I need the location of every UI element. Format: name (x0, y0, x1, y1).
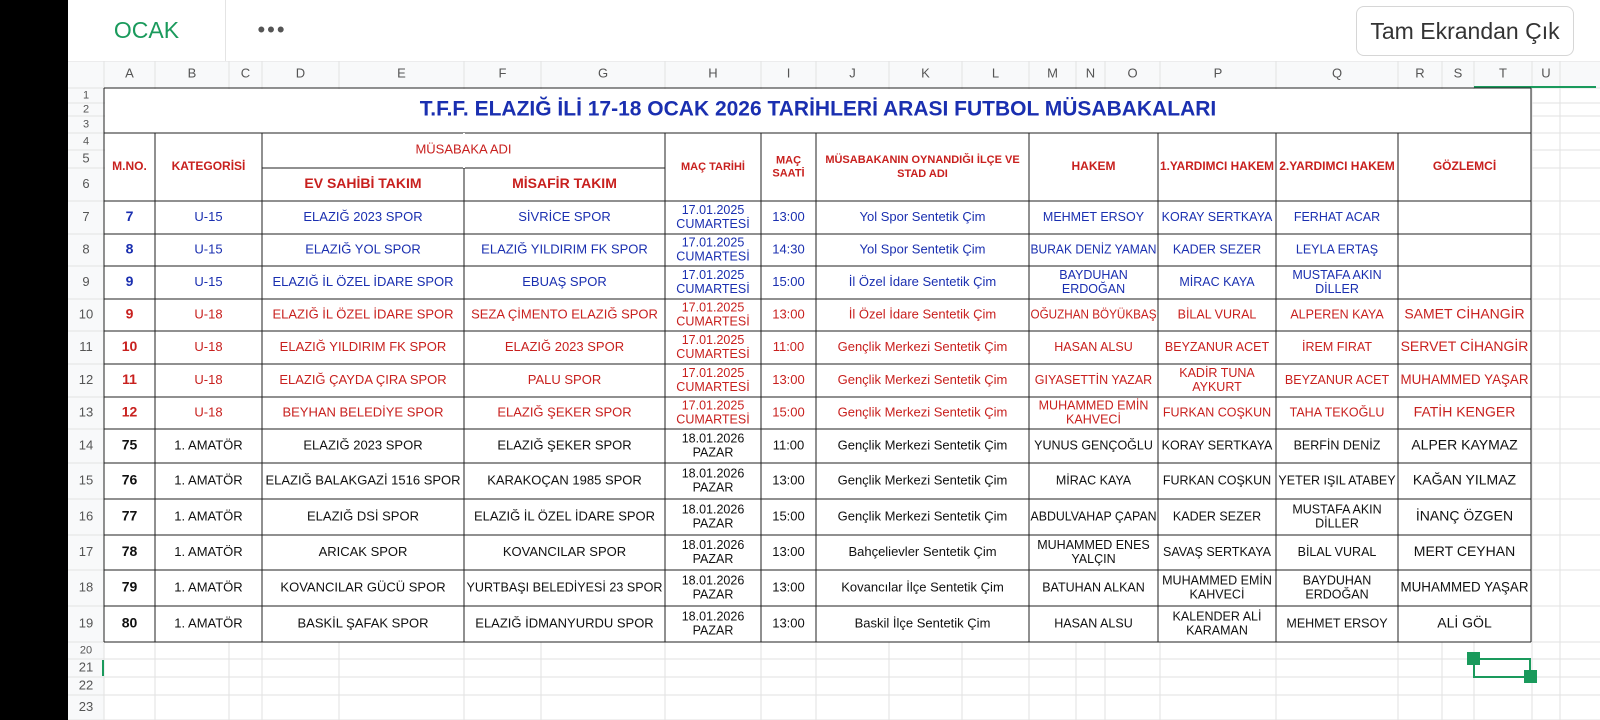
referee: OĞUZHAN BÖYÜKBAŞ (1030, 307, 1166, 322)
away-team: EBUAŞ SPOR (522, 273, 607, 289)
match-date-line: 17.01.2025 (681, 332, 745, 347)
column-header-i[interactable]: I (786, 65, 791, 81)
referee: ABDULVAHAP ÇAPAN (1030, 509, 1157, 524)
row-header-1[interactable]: 1 (82, 89, 90, 102)
column-header-r[interactable]: R (1415, 65, 1425, 81)
match-number: 77 (121, 507, 138, 524)
column-header-g[interactable]: G (597, 65, 609, 81)
referee: GIYASETTİN YAZAR (1034, 372, 1153, 387)
match-venue: Gençlik Merkezi Sentetik Çim (837, 371, 1008, 387)
match-date-line: CUMARTESİ (676, 346, 750, 361)
away-team: ELAZIĞ ŞEKER SPOR (497, 437, 632, 453)
match-venue: Yol Spor Sentetik Çim (859, 208, 986, 224)
row-header-9[interactable]: 9 (82, 273, 90, 289)
header-yardimci-1: 1.YARDIMCI HAKEM (1160, 159, 1274, 174)
row-header-11[interactable]: 11 (79, 338, 93, 354)
match-venue: Gençlik Merkezi Sentetik Çim (837, 472, 1008, 488)
match-number: 7 (125, 208, 134, 225)
match-category: U-18 (194, 306, 223, 322)
row-header-21[interactable]: 21 (78, 659, 94, 675)
away-team: PALU SPOR (527, 371, 602, 387)
match-date-line: 17.01.2025 (681, 202, 745, 217)
match-time: 15:00 (772, 508, 805, 524)
match-category: U-18 (194, 371, 223, 387)
match-time: 13:00 (772, 615, 805, 631)
match-date-line: PAZAR (692, 445, 734, 460)
header-mac-saati-line: MAÇ (775, 154, 802, 167)
away-team: SEZA ÇİMENTO ELAZIĞ SPOR (471, 306, 658, 322)
row-header-13[interactable]: 13 (78, 404, 94, 420)
match-venue: Gençlik Merkezi Sentetik Çim (837, 338, 1008, 354)
assistant-referee-1: KADER SEZER (1172, 242, 1262, 257)
assistant-referee-2-line: BAYDUHAN (1302, 573, 1372, 588)
observer: MUHAMMED YAŞAR (1400, 371, 1529, 388)
assistant-referee-1-line: KADİR TUNA (1179, 365, 1255, 380)
header-gozlemci: GÖZLEMCİ (1432, 159, 1497, 174)
referee: HASAN ALSU (1054, 616, 1133, 631)
home-team: ELAZIĞ YILDIRIM FK SPOR (279, 338, 447, 354)
column-header-n[interactable]: N (1085, 65, 1096, 81)
row-header-2[interactable]: 2 (82, 103, 90, 116)
assistant-referee-2: BEYZANUR ACET (1284, 372, 1390, 387)
referee: MEHMET ERSOY (1042, 209, 1145, 224)
row-header-23[interactable]: 23 (78, 698, 94, 714)
match-date-line: PAZAR (692, 480, 734, 495)
column-header-t[interactable]: T (1499, 65, 1507, 81)
sheet-grid[interactable] (68, 61, 1600, 720)
match-venue: Gençlik Merkezi Sentetik Çim (837, 437, 1008, 453)
match-venue: İl Özel İdare Sentetik Çim (848, 306, 997, 322)
match-date-line: PAZAR (692, 516, 734, 531)
assistant-referee-2-line: MUSTAFA AKIN (1292, 502, 1382, 517)
assistant-referee-1: KADER SEZER (1172, 509, 1262, 524)
match-category: U-15 (194, 241, 223, 257)
home-team: ELAZIĞ İL ÖZEL İDARE SPOR (272, 306, 454, 322)
assistant-referee-2: YETER IŞIL ATABEY (1278, 473, 1396, 488)
match-number: 9 (125, 305, 134, 322)
more-options-icon[interactable]: ••• (257, 17, 287, 42)
away-team: KOVANCILAR SPOR (502, 543, 627, 559)
assistant-referee-2: İREM FIRAT (1302, 339, 1372, 354)
table-title: T.F.F. ELAZIĞ İLİ 17-18 OCAK 2026 TARİHLERİ ARASI FUTBOL MÜSABAKALARI (419, 97, 1217, 121)
top-bar (68, 0, 1600, 61)
match-venue: Yol Spor Sentetik Çim (859, 241, 986, 257)
assistant-referee-2-line: ERDOĞAN (1305, 587, 1369, 602)
active-row-marker (102, 660, 104, 676)
match-category: 1. AMATÖR (174, 579, 243, 595)
row-header-19[interactable]: 19 (78, 615, 94, 631)
column-header-s[interactable]: S (1453, 65, 1463, 81)
assistant-referee-2: LEYLA ERTAŞ (1295, 242, 1379, 257)
column-header-l[interactable]: L (991, 65, 1000, 81)
header-misafir: MİSAFİR TAKIM (512, 175, 617, 192)
match-number: 12 (121, 403, 138, 420)
row-header-15[interactable]: 15 (78, 472, 94, 488)
row-header-4[interactable]: 4 (82, 135, 90, 148)
column-header-e[interactable]: E (397, 65, 406, 81)
away-team: SİVRİCE SPOR (518, 208, 611, 224)
row-header-6[interactable]: 6 (82, 175, 90, 191)
assistant-referee-1-line: KALENDER ALİ (1172, 609, 1262, 624)
column-header-f[interactable]: F (498, 65, 507, 81)
match-number: 9 (125, 273, 134, 290)
away-team: ELAZIĞ İL ÖZEL İDARE SPOR (473, 508, 656, 524)
match-time: 15:00 (772, 404, 805, 420)
row-header-14[interactable]: 14 (78, 437, 94, 453)
assistant-referee-1: FURKAN COŞKUN (1162, 473, 1272, 488)
column-header-b[interactable]: B (187, 65, 197, 81)
match-venue: Gençlik Merkezi Sentetik Çim (837, 508, 1008, 524)
header-stad-line: MÜSABAKANIN OYNANDIĞI İLÇE VE (825, 153, 1020, 166)
column-header-o[interactable]: O (1127, 65, 1138, 81)
assistant-referee-1: KORAY SERTKAYA (1161, 209, 1273, 224)
match-date-line: 18.01.2026 (681, 573, 745, 588)
column-header-p[interactable]: P (1213, 65, 1223, 81)
match-date-line: CUMARTESİ (676, 412, 750, 427)
column-header-k[interactable]: K (921, 65, 930, 81)
header-kategori: KATEGORİSİ (171, 159, 246, 174)
home-team: ARICAK SPOR (318, 543, 408, 559)
match-number: 78 (121, 543, 138, 560)
row-header-3[interactable]: 3 (82, 118, 90, 131)
home-team: BASKİL ŞAFAK SPOR (297, 615, 429, 631)
match-time: 13:00 (772, 371, 805, 387)
observer: KAĞAN YILMAZ (1412, 471, 1517, 488)
match-venue: Baskil İlçe Sentetik Çim (854, 615, 991, 631)
selection-box (1474, 659, 1530, 677)
home-team: ELAZIĞ BALAKGAZİ 1516 SPOR (265, 472, 461, 488)
observer: MUHAMMED YAŞAR (1400, 578, 1529, 595)
match-date-line: 18.01.2026 (681, 537, 745, 552)
assistant-referee-2: TAHA TEKOĞLU (1289, 405, 1385, 420)
assistant-referee-1: SAVAŞ SERTKAYA (1163, 544, 1271, 559)
match-time: 13:00 (772, 208, 805, 224)
assistant-referee-1: BİLAL VURAL (1177, 307, 1257, 322)
match-venue: Bahçelievler Sentetik Çim (848, 543, 997, 559)
match-date-line: 17.01.2025 (681, 365, 745, 380)
match-number: 79 (121, 578, 138, 595)
header-stad-line: STAD ADI (897, 167, 948, 180)
referee-line: YALÇIN (1071, 551, 1116, 566)
match-date-line: 18.01.2026 (681, 502, 745, 517)
match-category: U-15 (194, 208, 223, 224)
match-number: 75 (121, 436, 138, 453)
header-musabaka-adi: MÜSABAKA ADI (415, 141, 512, 157)
referee-line: BAYDUHAN (1059, 267, 1128, 282)
selection-handle-top[interactable] (1467, 652, 1480, 665)
observer: ALPER KAYMAZ (1411, 436, 1518, 453)
column-header-j[interactable]: J (849, 65, 856, 81)
assistant-referee-2: MEHMET ERSOY (1286, 616, 1388, 631)
away-team: ELAZIĞ 2023 SPOR (504, 338, 625, 354)
referee: HASAN ALSU (1054, 339, 1133, 354)
observer: FATİH KENGER (1413, 403, 1516, 420)
match-number: 8 (125, 240, 134, 257)
assistant-referee-1-line: KARAMAN (1186, 623, 1248, 638)
match-category: 1. AMATÖR (174, 472, 243, 488)
match-category: U-15 (194, 273, 223, 289)
observer: MERT CEYHAN (1413, 543, 1516, 560)
away-team: ELAZIĞ İDMANYURDU SPOR (475, 615, 654, 631)
match-date-line: 18.01.2026 (681, 431, 745, 446)
away-team: ELAZIĞ YILDIRIM FK SPOR (481, 241, 648, 257)
referee: MİRAC KAYA (1055, 473, 1132, 488)
exit-fullscreen-button[interactable]: Tam Ekrandan Çık (1356, 6, 1574, 56)
match-time: 11:00 (772, 338, 805, 354)
match-category: U-18 (194, 338, 223, 354)
match-venue: Kovancılar İlçe Sentetik Çim (841, 579, 1004, 595)
match-date-line: PAZAR (692, 551, 734, 566)
match-number: 76 (121, 471, 138, 488)
row-header-16[interactable]: 16 (78, 508, 94, 524)
header-mno: M.NO. (112, 159, 147, 174)
assistant-referee-2-line: MUSTAFA AKIN (1292, 267, 1382, 282)
column-header-u[interactable]: U (1541, 65, 1551, 81)
match-category: 1. AMATÖR (174, 615, 243, 631)
row-header-12[interactable]: 12 (78, 371, 94, 387)
referee: BATUHAN ALKAN (1042, 580, 1145, 595)
home-team: ELAZIĞ İL ÖZEL İDARE SPOR (272, 273, 454, 289)
match-time: 11:00 (772, 437, 805, 453)
home-team: KOVANCILAR GÜCÜ SPOR (280, 579, 446, 595)
match-number: 10 (121, 338, 138, 355)
match-venue: İl Özel İdare Sentetik Çim (848, 273, 997, 289)
match-date-line: CUMARTESİ (676, 216, 750, 231)
column-header-a[interactable]: A (125, 65, 134, 81)
row-header-10[interactable]: 10 (78, 306, 94, 322)
row-header-17[interactable]: 17 (78, 543, 94, 559)
row-header-20[interactable]: 20 (79, 644, 93, 657)
assistant-referee-1: MİRAC KAYA (1179, 274, 1255, 289)
match-number: 11 (122, 371, 137, 388)
match-date-line: PAZAR (692, 623, 734, 638)
row-header-5[interactable]: 5 (82, 150, 90, 166)
referee-line: KAHVECİ (1066, 412, 1121, 427)
match-date-line: 17.01.2025 (681, 267, 745, 282)
home-team: ELAZIĞ 2023 SPOR (303, 208, 423, 224)
match-category: U-18 (194, 404, 223, 420)
header-yardimci-2: 2.YARDIMCI HAKEM (1279, 159, 1395, 174)
assistant-referee-1: FURKAN COŞKUN (1162, 405, 1272, 420)
match-time: 13:00 (772, 579, 805, 595)
match-time: 13:00 (772, 306, 805, 322)
referee-line: MUHAMMED ENES (1037, 537, 1150, 552)
home-team: ELAZIĞ ÇAYDA ÇIRA SPOR (279, 371, 447, 387)
row-header-7[interactable]: 7 (82, 208, 90, 224)
match-number: 80 (121, 614, 138, 631)
referee-line: MUHAMMED EMİN (1038, 398, 1149, 413)
observer: SAMET CİHANGİR (1404, 305, 1525, 322)
observer: SERVET CİHANGİR (1400, 338, 1529, 355)
assistant-referee-2: BİLAL VURAL (1297, 544, 1377, 559)
match-date-line: CUMARTESİ (676, 314, 750, 329)
sheet-tab-ocak[interactable]: OCAK (68, 0, 226, 61)
row-header-18[interactable]: 18 (78, 579, 94, 595)
away-team: ELAZIĞ ŞEKER SPOR (497, 404, 632, 420)
assistant-referee-2-line: DİLLER (1315, 516, 1359, 531)
match-date-line: CUMARTESİ (676, 379, 750, 394)
header-ev-sahibi: EV SAHİBİ TAKIM (304, 175, 422, 192)
column-header-q[interactable]: Q (1331, 65, 1343, 81)
match-time: 15:00 (772, 273, 805, 289)
home-team: BEYHAN BELEDİYE SPOR (282, 404, 444, 420)
referee: YUNUS GENÇOĞLU (1034, 438, 1153, 453)
match-date-line: 18.01.2026 (681, 609, 745, 624)
observer: ALİ GÖL (1437, 614, 1492, 631)
match-date-line: PAZAR (692, 587, 734, 602)
assistant-referee-1-line: KAHVECİ (1189, 587, 1245, 602)
observer: İNANÇ ÖZGEN (1415, 507, 1514, 524)
match-time: 14:30 (772, 241, 805, 257)
match-date-line: CUMARTESİ (676, 281, 750, 296)
row-header-8[interactable]: 8 (82, 241, 90, 257)
match-venue: Gençlik Merkezi Sentetik Çim (837, 404, 1008, 420)
column-header-d[interactable]: D (295, 65, 306, 81)
header-mac-saati-line: SAATİ (772, 167, 805, 180)
assistant-referee-1: BEYZANUR ACET (1164, 339, 1270, 354)
match-category: 1. AMATÖR (174, 508, 243, 524)
away-team: YURTBAŞI BELEDİYESİ 23 SPOR (466, 579, 663, 595)
column-header-c[interactable]: C (240, 65, 251, 81)
sheet-grid-canvas (68, 61, 1600, 720)
column-header-h[interactable]: H (708, 65, 718, 81)
home-team: ELAZIĞ YOL SPOR (305, 241, 421, 257)
row-header-22[interactable]: 22 (78, 677, 94, 693)
assistant-referee-2: FERHAT ACAR (1293, 209, 1381, 224)
home-team: ELAZIĞ DSİ SPOR (307, 508, 419, 524)
assistant-referee-2: BERFİN DENİZ (1293, 438, 1381, 453)
referee-line: ERDOĞAN (1061, 281, 1126, 296)
match-time: 13:00 (772, 543, 805, 559)
spreadsheet-app (68, 0, 1600, 720)
assistant-referee-2-line: DİLLER (1315, 281, 1359, 296)
away-team: KARAKOÇAN 1985 SPOR (487, 472, 642, 488)
match-date-line: 17.01.2025 (681, 235, 745, 250)
match-date-line: CUMARTESİ (676, 249, 750, 264)
referee: BURAK DENİZ YAMAN (1030, 242, 1157, 257)
column-header-m[interactable]: M (1047, 65, 1058, 81)
assistant-referee-1-line: MUHAMMED EMİN (1162, 573, 1272, 588)
match-time: 13:00 (772, 472, 805, 488)
match-category: 1. AMATÖR (174, 543, 243, 559)
match-date-line: 18.01.2026 (681, 466, 745, 481)
match-date-line: 17.01.2025 (681, 300, 745, 315)
assistant-referee-1: KORAY SERTKAYA (1161, 438, 1273, 453)
match-category: 1. AMATÖR (174, 437, 243, 453)
home-team: ELAZIĞ 2023 SPOR (303, 437, 423, 453)
assistant-referee-1-line: AYKURT (1192, 379, 1242, 394)
header-hakem: HAKEM (1071, 159, 1116, 174)
selection-handle-bottom[interactable] (1524, 670, 1537, 683)
assistant-referee-2: ALPEREN KAYA (1290, 307, 1384, 322)
header-mac-tarihi: MAÇ TARİHİ (681, 160, 745, 173)
match-date-line: 17.01.2025 (681, 398, 745, 413)
